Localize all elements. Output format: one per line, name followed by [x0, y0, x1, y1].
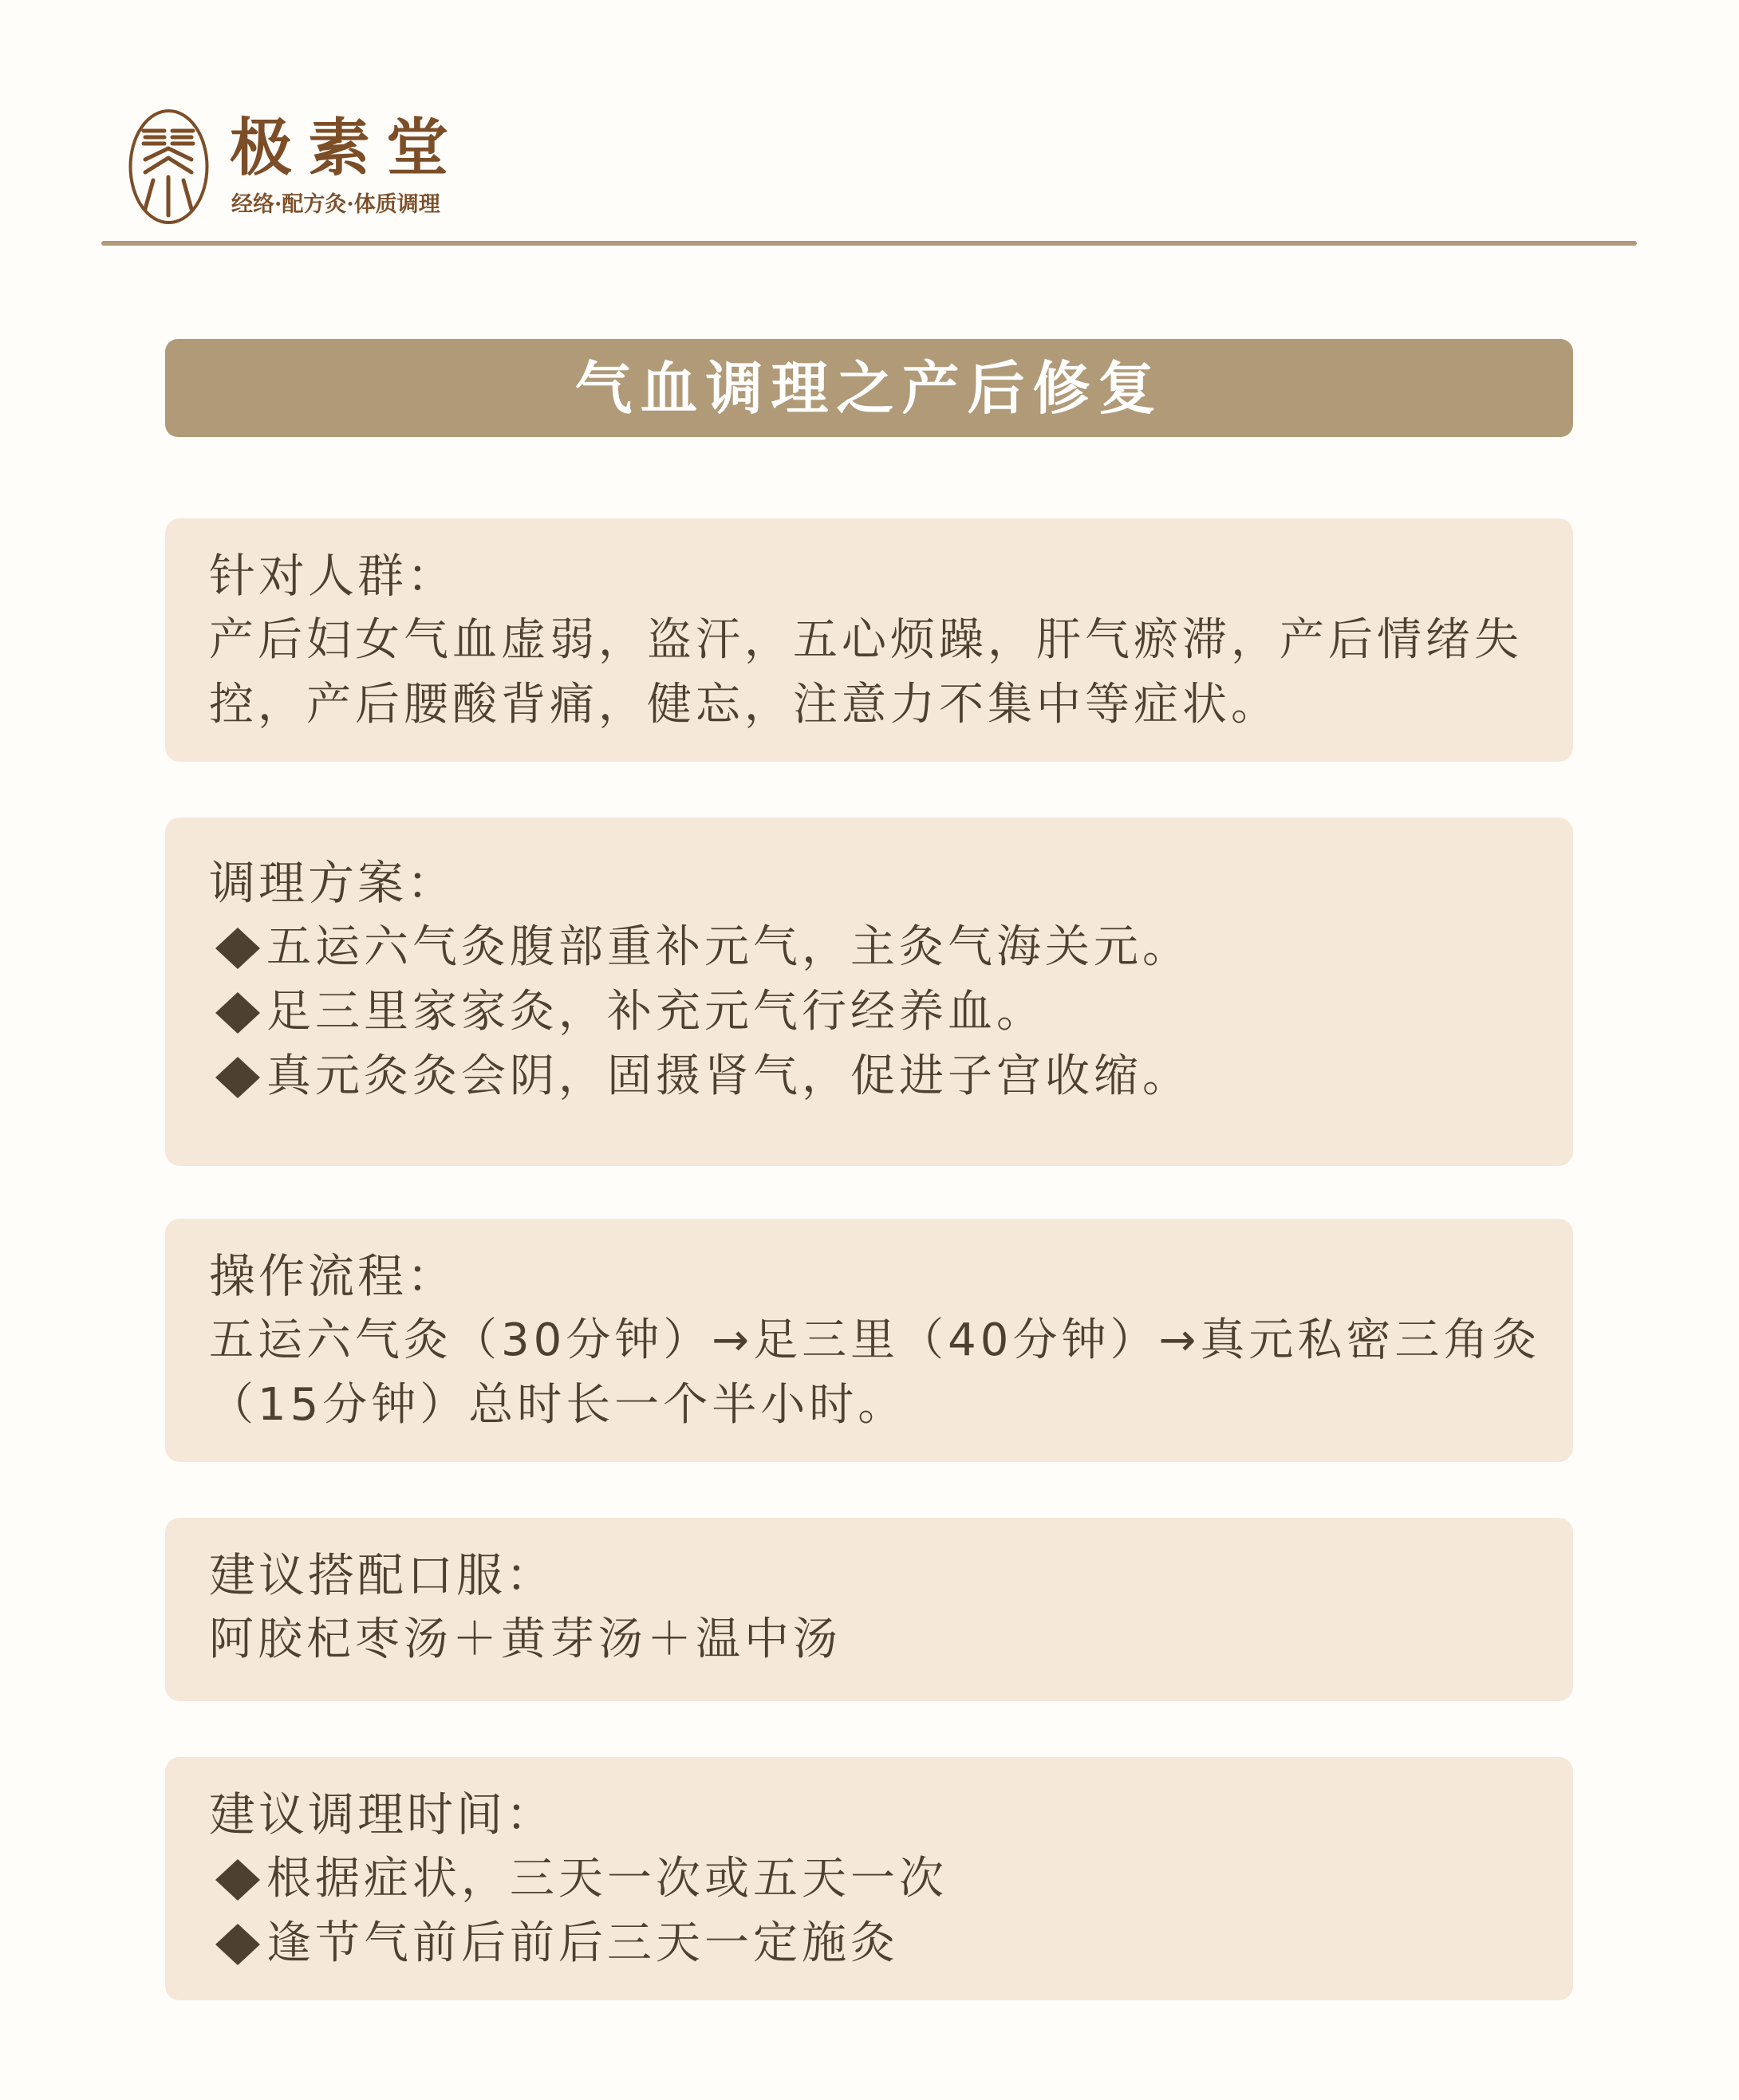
- bullet-item: [209, 979, 1573, 1044]
- diamond-bullet-icon: [209, 1055, 266, 1098]
- bullet-text: 五运六气灸腹部重补元气，主灸气海关元。: [266, 921, 1191, 973]
- section-text-line: 五运六气灸（30分钟）→足三里（40分钟）→真元私密三角灸: [209, 1314, 1541, 1366]
- section-procedure: [165, 1219, 1573, 1462]
- section-heading: 操作流程：: [209, 1249, 457, 1303]
- bullet-text: 根据症状，三天一次或五天一次: [266, 1853, 948, 1905]
- bullet-item: [209, 1846, 1573, 1911]
- section-schedule: [165, 1757, 1573, 2000]
- section-target-group: [165, 518, 1573, 762]
- brand-subtitle: 经络·配方灸·体质调理: [231, 192, 440, 217]
- section-heading: 建议调理时间：: [209, 1787, 556, 1842]
- title-banner: [165, 339, 1573, 437]
- diamond-bullet-icon: [209, 926, 266, 969]
- bullet-text: 足三里家家灸，补充元气行经养血。: [266, 986, 1045, 1038]
- section-treatment-plan: [165, 818, 1573, 1166]
- header-divider: [101, 241, 1637, 246]
- section-heading: 建议搭配口服：: [209, 1548, 556, 1602]
- section-text-line: 阿胶杞枣汤＋黄芽汤＋温中汤: [209, 1613, 842, 1665]
- bullet-item: [209, 915, 1573, 979]
- section-text-line: 控，产后腰酸背痛，健忘，注意力不集中等症状。: [209, 679, 1280, 731]
- section-heading: 调理方案：: [209, 856, 457, 910]
- bullet-text: 逢节气前后前后三天一定施灸: [266, 1917, 899, 1969]
- section-text-line: 产后妇女气血虚弱，盗汗，五心烦躁，肝气瘀滞，产后情绪失: [209, 614, 1523, 666]
- page-title: 气血调理之产后修复: [574, 353, 1164, 422]
- oval-seal-logo-icon: [128, 108, 210, 225]
- section-heading: 针对人群：: [209, 549, 457, 603]
- diamond-bullet-icon: [209, 1922, 266, 1965]
- bullet-item: [209, 1911, 1573, 1976]
- diamond-bullet-icon: [209, 991, 266, 1034]
- bullet-item: [209, 1044, 1573, 1109]
- diamond-bullet-icon: [209, 1858, 266, 1901]
- section-text-line: （15分钟）总时长一个半小时。: [209, 1379, 907, 1431]
- bullet-text: 真元灸灸会阴，固摄肾气，促进子宫收缩。: [266, 1050, 1191, 1102]
- section-oral-supplement: [165, 1518, 1573, 1701]
- brand-name: 极素堂: [230, 112, 465, 184]
